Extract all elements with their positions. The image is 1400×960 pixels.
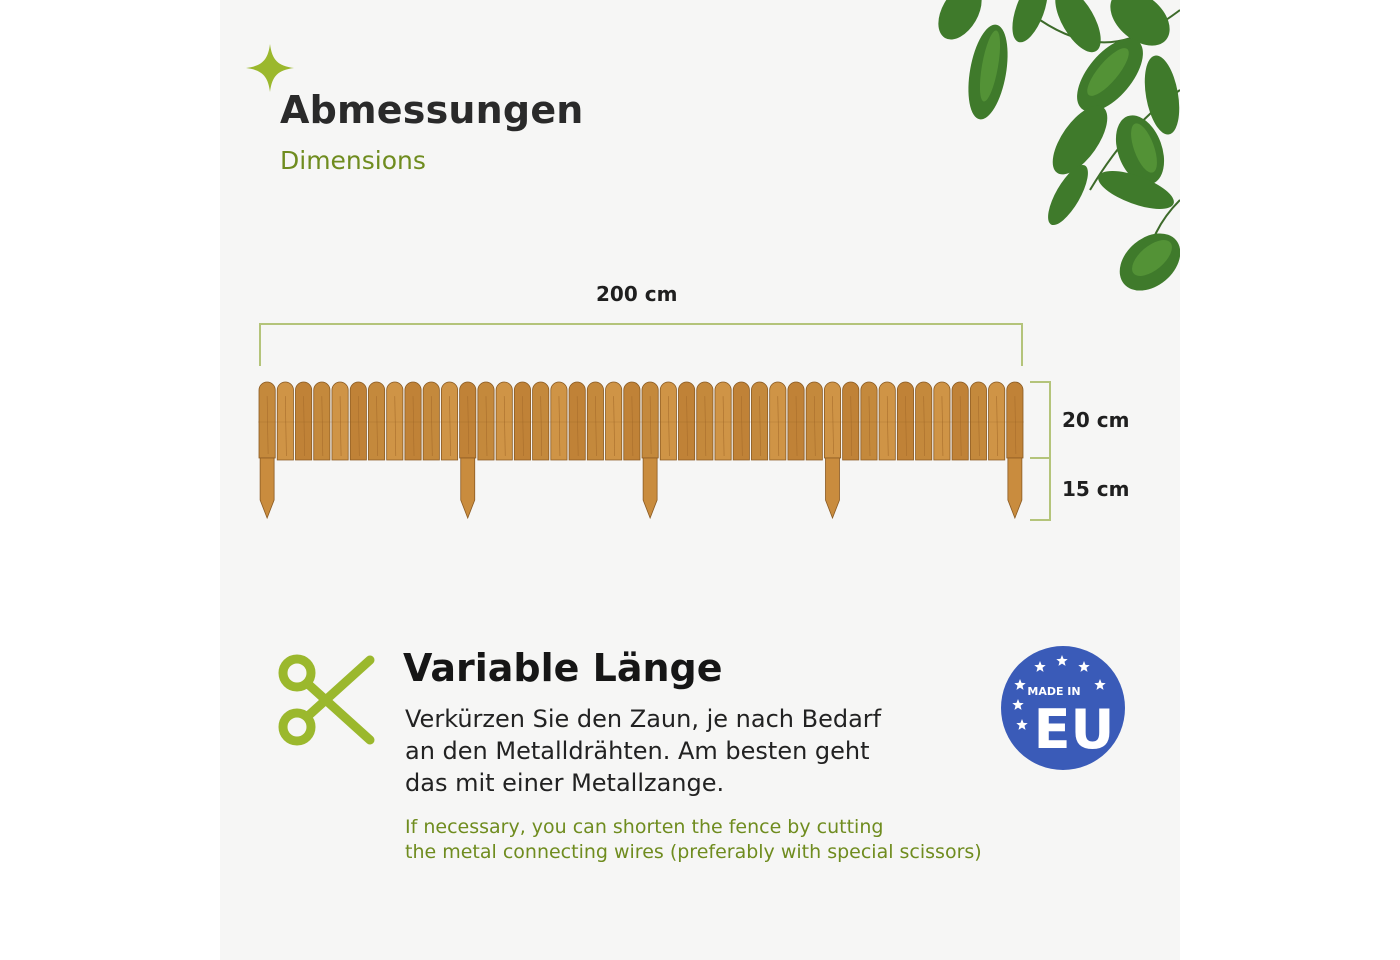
fence-slat — [733, 382, 749, 460]
fence-slat — [606, 382, 622, 460]
fence-spike — [643, 458, 657, 518]
badge-main-text: EU — [1033, 698, 1115, 761]
fence-slat — [332, 382, 348, 460]
plant-leaves-decoration — [840, 0, 1180, 300]
fence-slat — [460, 382, 476, 458]
feature-line: das mit einer Metallzange. — [405, 769, 725, 797]
fence-slat — [916, 382, 932, 460]
fence-slat — [478, 382, 494, 460]
page-subtitle: Dimensions — [280, 146, 426, 175]
fence-slat — [952, 382, 968, 460]
fence-slat — [551, 382, 567, 460]
fence-slat — [405, 382, 421, 460]
product-info-panel — [220, 0, 1180, 960]
fence-slat — [514, 382, 530, 460]
fence-slat — [1007, 382, 1023, 458]
fence-spike — [1008, 458, 1022, 518]
fence-slat — [970, 382, 986, 460]
fence-slat — [843, 382, 859, 460]
fence-slat — [569, 382, 585, 460]
wooden-fence-illustration — [258, 378, 1024, 523]
fence-slat — [533, 382, 549, 460]
feature-description-en — [405, 815, 1005, 865]
fence-slat — [277, 382, 293, 460]
fence-slat — [934, 382, 950, 460]
feature-title: Variable Länge — [403, 646, 723, 690]
fence-slat — [678, 382, 694, 460]
feature-description-de — [405, 703, 925, 799]
fence-slat — [642, 382, 658, 458]
sparkle-icon — [246, 44, 294, 92]
made-in-eu-badge — [1000, 645, 1126, 771]
fence-slat — [441, 382, 457, 460]
fence-slat — [295, 382, 311, 460]
fence-slat — [788, 382, 804, 460]
fence-slat — [624, 382, 640, 460]
fence-spike — [461, 458, 475, 518]
feature-en-line: If necessary, you can shorten the fence by cutting — [405, 816, 884, 838]
length-bracket — [258, 322, 1024, 368]
fence-slat — [387, 382, 403, 460]
fence-slat — [423, 382, 439, 460]
fence-slat — [496, 382, 512, 460]
fence-slat — [368, 382, 384, 460]
feature-line: Verkürzen Sie den Zaun, je nach Bedarf — [405, 705, 882, 733]
feature-line: an den Metalldrähten. Am besten geht — [405, 737, 870, 765]
fence-slat — [879, 382, 895, 460]
page-title: Abmessungen — [280, 88, 584, 132]
fence-slat — [751, 382, 767, 460]
feature-en-line: the metal connecting wires (preferably with special scissors) — [405, 841, 982, 863]
fence-slat — [697, 382, 713, 460]
fence-slat — [861, 382, 877, 460]
fence-slat — [897, 382, 913, 460]
fence-slat — [660, 382, 676, 460]
badge-top-text: MADE IN — [1027, 685, 1081, 698]
height-upper-label: 20 cm — [1062, 408, 1130, 432]
fence-slat — [259, 382, 275, 458]
length-dimension-label: 200 cm — [596, 282, 678, 306]
fence-slat — [715, 382, 731, 460]
fence-slat — [824, 382, 840, 458]
height-spike-label: 15 cm — [1062, 477, 1130, 501]
scissors-icon — [278, 652, 378, 748]
fence-slat — [314, 382, 330, 460]
fence-slat — [587, 382, 603, 460]
fence-slat — [806, 382, 822, 460]
fence-spike — [260, 458, 274, 518]
fence-spike — [826, 458, 840, 518]
fence-slat — [770, 382, 786, 460]
fence-slat — [989, 382, 1005, 460]
fence-slat — [350, 382, 366, 460]
